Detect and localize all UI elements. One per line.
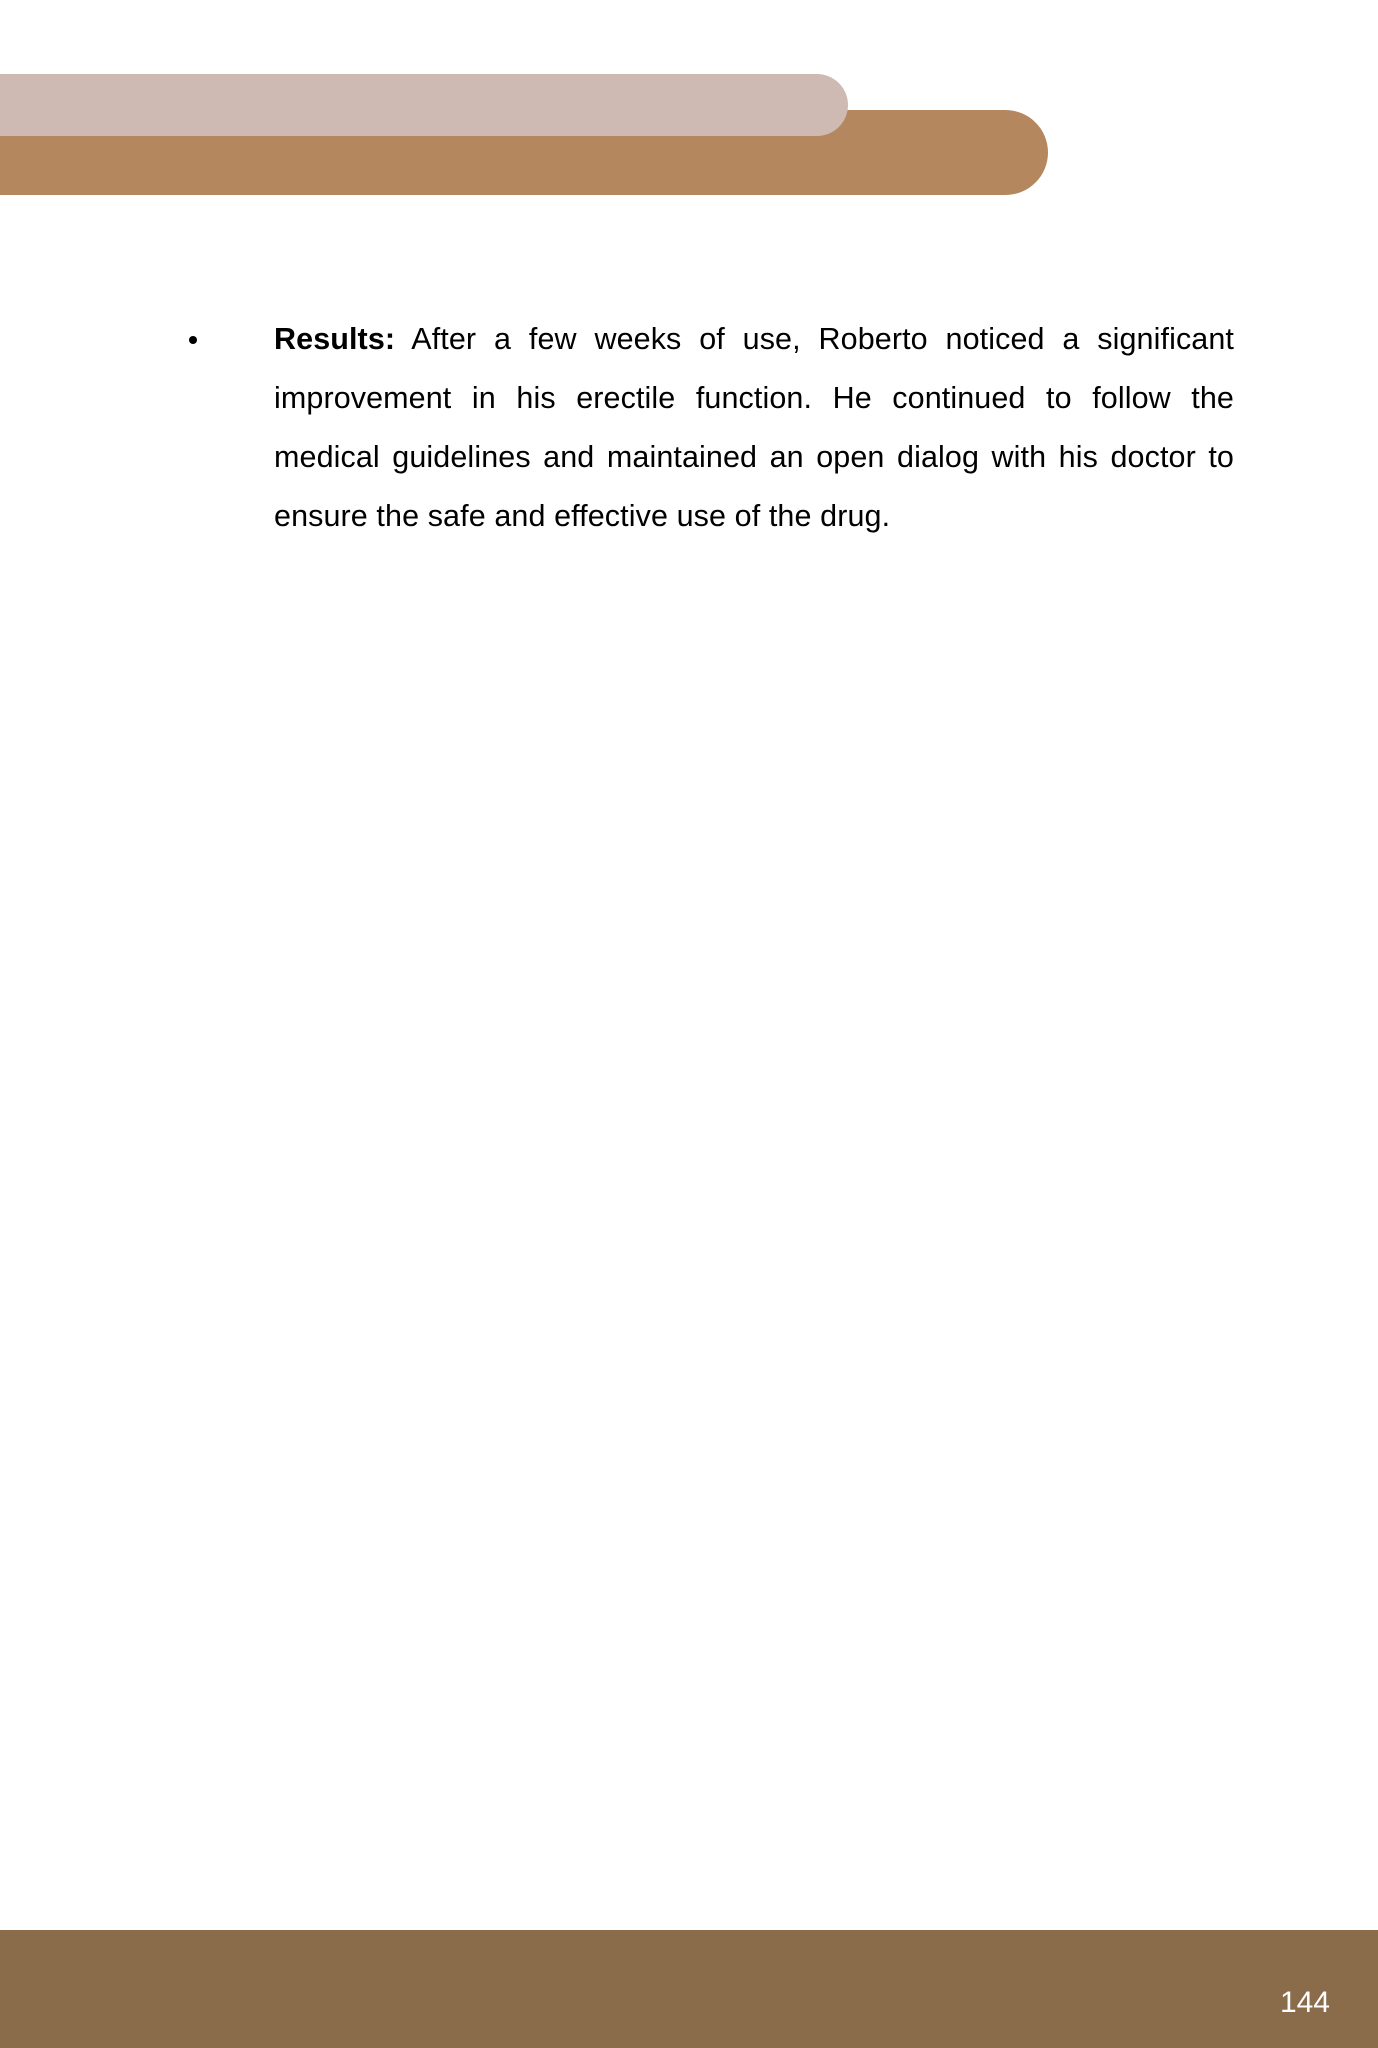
list-item <box>144 310 1234 545</box>
paragraph-lead-label: Results: <box>274 322 396 356</box>
paragraph-results <box>274 310 1234 545</box>
bullet-point-icon <box>189 336 197 344</box>
header-decoration <box>0 0 1378 210</box>
page-content <box>0 310 1378 545</box>
footer-bar <box>0 1930 1378 2048</box>
page-number: 144 <box>1279 1986 1330 2019</box>
paragraph-body-text: After a few weeks of use, Roberto noticed a significant improvement in his erectile function. He continued to follow the medical guidelines and maintained an open dialog with his doctor to ensure the safe and effective use of the drug. <box>274 322 1234 533</box>
header-bar-upper <box>0 74 848 136</box>
